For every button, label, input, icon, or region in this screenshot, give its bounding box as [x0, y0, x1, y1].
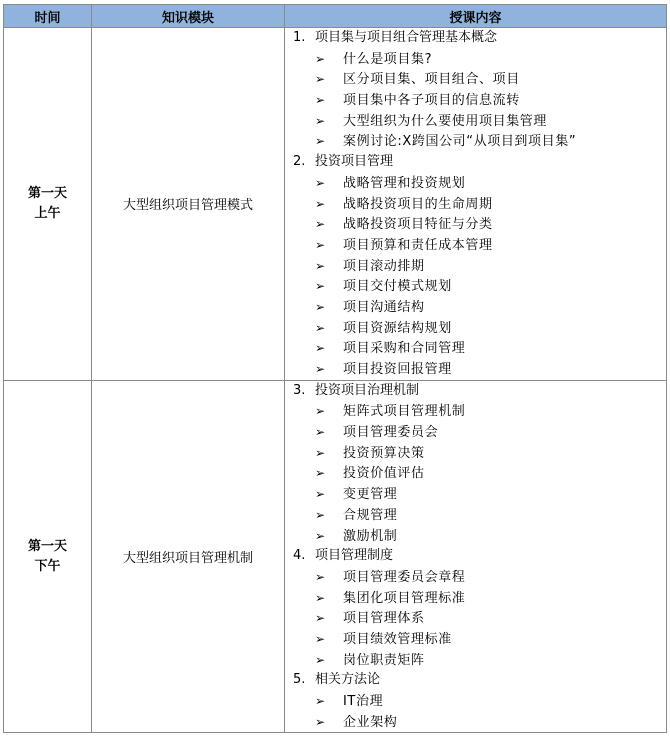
list-item-label: 区分项目集、项目组合、项目: [343, 72, 520, 88]
list-item-label: 项目预算和责任成本管理: [343, 237, 493, 253]
content-cell: [285, 28, 667, 381]
list-item-label: 项目管理体系: [343, 611, 425, 627]
list-item: [285, 359, 666, 380]
list-item: [285, 463, 666, 484]
section-title: 投资项目管理: [315, 154, 394, 170]
list-item: [285, 297, 666, 318]
list-item-label: 激励机制: [343, 528, 398, 544]
arrow-bullet-icon: ➢: [315, 631, 326, 646]
list-item: [285, 131, 666, 152]
list-item-label: IT治理: [343, 694, 384, 709]
arrow-bullet-icon: ➢: [315, 299, 326, 314]
list-item-label: 项目管理委员会章程: [343, 569, 466, 585]
header-time: 时间: [4, 5, 92, 28]
arrow-bullet-icon: ➢: [315, 487, 326, 502]
list-item: [285, 567, 666, 588]
section-number: 1.: [293, 30, 306, 45]
arrow-bullet-icon: ➢: [315, 134, 326, 149]
arrow-bullet-icon: ➢: [315, 217, 326, 232]
section-title: 项目集与项目组合管理基本概念: [315, 30, 498, 45]
content-cell: [285, 380, 667, 733]
list-item-label: 项目绩效管理标准: [343, 631, 452, 647]
list-item-label: 变更管理: [343, 487, 398, 503]
list-item-label: 项目滚动排期: [343, 258, 425, 274]
list-item: [285, 443, 666, 464]
section-number: 2.: [293, 154, 306, 170]
arrow-bullet-icon: ➢: [315, 569, 326, 584]
time-day: 第一天: [27, 538, 67, 554]
list-item-label: 项目交付模式规划: [343, 279, 452, 295]
table-row: [4, 380, 667, 733]
arrow-bullet-icon: ➢: [315, 404, 326, 419]
list-item: [285, 214, 666, 235]
list-item: [285, 235, 666, 256]
list-item: [285, 338, 666, 359]
arrow-bullet-icon: ➢: [315, 320, 326, 335]
arrow-bullet-icon: ➢: [315, 590, 326, 605]
arrow-bullet-icon: ➢: [315, 362, 326, 376]
list-item-label: 战略投资项目的生命周期: [343, 196, 493, 212]
list-item: [285, 422, 666, 443]
time-cell: [4, 380, 92, 733]
arrow-bullet-icon: ➢: [315, 694, 326, 708]
arrow-bullet-icon: ➢: [315, 425, 326, 440]
list-item-label: 什么是项目集?: [343, 51, 433, 67]
arrow-bullet-icon: ➢: [315, 93, 326, 108]
section-number: 4.: [293, 548, 306, 564]
list-item: [285, 69, 666, 90]
arrow-bullet-icon: ➢: [315, 528, 326, 543]
time-cell: [4, 28, 92, 381]
arrow-bullet-icon: ➢: [315, 714, 326, 729]
arrow-bullet-icon: ➢: [315, 51, 326, 66]
arrow-bullet-icon: ➢: [315, 445, 326, 460]
arrow-bullet-icon: ➢: [315, 652, 326, 667]
time-period: 上午: [34, 205, 61, 221]
section-heading: [285, 670, 666, 691]
section-heading: [285, 381, 666, 402]
course-schedule-table: [3, 4, 667, 733]
time-day: 第一天: [27, 185, 67, 201]
section-heading: [285, 546, 666, 567]
list-item: [285, 173, 666, 194]
section-title: 投资项目治理机制: [315, 382, 420, 398]
table-row: [4, 28, 667, 381]
list-item: [285, 588, 666, 609]
section-title: 项目管理制度: [315, 548, 394, 564]
section-number: 3.: [293, 382, 306, 398]
arrow-bullet-icon: ➢: [315, 237, 326, 252]
section-heading: [285, 28, 666, 49]
list-item: [285, 608, 666, 629]
list-item: [285, 650, 666, 671]
list-item-label: 大型组织为什么要使用项目集管理: [343, 113, 548, 129]
arrow-bullet-icon: ➢: [315, 175, 326, 190]
list-item-label: 战略管理和投资规划: [343, 175, 466, 191]
list-item: [285, 256, 666, 277]
time-period: 下午: [34, 558, 61, 574]
list-item-label: 投资预算决策: [343, 445, 425, 461]
list-item: [285, 629, 666, 650]
list-item: [285, 484, 666, 505]
header-row: [4, 5, 667, 28]
module-cell: 大型组织项目管理模式: [92, 28, 285, 381]
section-heading: [285, 152, 666, 173]
list-item: [285, 712, 666, 733]
list-item: [285, 90, 666, 111]
list-item-label: 项目集中各子项目的信息流转: [343, 93, 520, 109]
list-item-label: 战略投资项目特征与分类: [343, 217, 493, 233]
header-module: 知识模块: [92, 5, 285, 28]
section-title: 相关方法论: [315, 672, 381, 688]
arrow-bullet-icon: ➢: [315, 341, 326, 356]
arrow-bullet-icon: ➢: [315, 466, 326, 481]
list-item: [285, 194, 666, 215]
list-item-label: 项目投资回报管理: [343, 362, 452, 377]
arrow-bullet-icon: ➢: [315, 72, 326, 87]
list-item: [285, 401, 666, 422]
list-item: [285, 49, 666, 70]
list-item-label: 企业架构: [343, 714, 398, 730]
arrow-bullet-icon: ➢: [315, 611, 326, 626]
list-item: [285, 318, 666, 339]
arrow-bullet-icon: ➢: [315, 113, 326, 128]
list-item-label: 矩阵式项目管理机制: [343, 404, 466, 420]
list-item-label: 项目资源结构规划: [343, 320, 452, 336]
list-item-label: 案例讨论:X跨国公司“从项目到项目集”: [343, 134, 577, 150]
list-item: [285, 111, 666, 132]
list-item: [285, 526, 666, 547]
list-item: [285, 691, 666, 712]
arrow-bullet-icon: ➢: [315, 507, 326, 522]
arrow-bullet-icon: ➢: [315, 196, 326, 211]
module-cell: 大型组织项目管理机制: [92, 380, 285, 733]
header-content: 授课内容: [285, 5, 667, 28]
list-item-label: 投资价值评估: [343, 466, 425, 482]
arrow-bullet-icon: ➢: [315, 279, 326, 294]
list-item: [285, 276, 666, 297]
list-item-label: 集团化项目管理标准: [343, 590, 466, 606]
arrow-bullet-icon: ➢: [315, 258, 326, 273]
list-item-label: 项目采购和合同管理: [343, 341, 466, 357]
list-item: [285, 505, 666, 526]
section-number: 5.: [293, 672, 306, 688]
list-item-label: 合规管理: [343, 507, 398, 523]
list-item-label: 岗位职责矩阵: [343, 652, 425, 668]
list-item-label: 项目沟通结构: [343, 299, 425, 315]
list-item-label: 项目管理委员会: [343, 425, 439, 441]
